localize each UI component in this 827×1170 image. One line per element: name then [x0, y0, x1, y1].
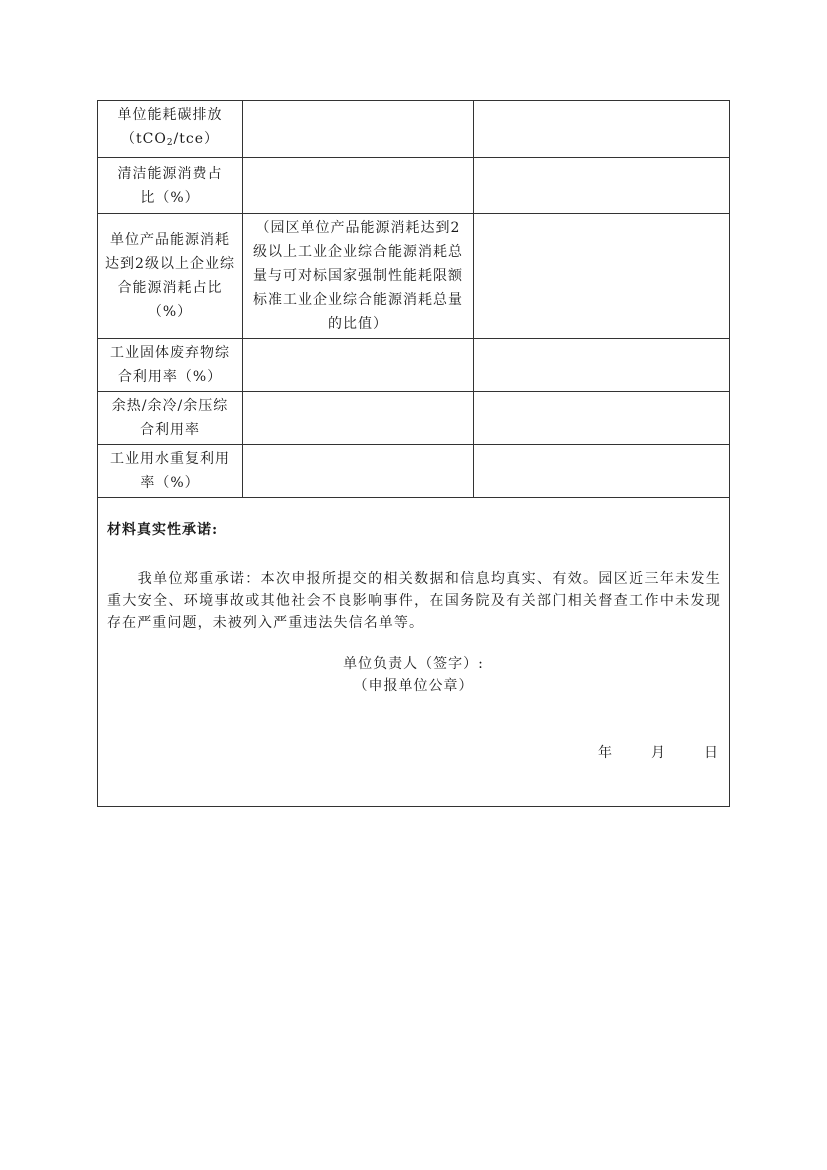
remark-cell[interactable]	[474, 214, 730, 339]
signature-block	[98, 653, 729, 697]
table-row	[98, 392, 730, 445]
date-month: 月	[651, 745, 666, 761]
value-cell[interactable]	[243, 339, 474, 392]
remark-cell[interactable]	[474, 339, 730, 392]
indicator-table	[97, 100, 730, 807]
date-year: 年	[598, 745, 613, 761]
remark-cell[interactable]	[474, 101, 730, 158]
value-cell[interactable]	[243, 392, 474, 445]
signer-label: 单位负责人（签字）:	[343, 656, 484, 672]
row-label-waste-heat: 余热/余冷/余压综合利用率	[98, 392, 243, 445]
label-text: 单位能耗碳排放	[117, 107, 223, 123]
pledge-body: 我单位郑重承诺：本次申报所提交的相关数据和信息均真实、有效。园区近三年未发生重大安全、环境事故或其他社会不良影响事件，在国务院及有关部门相关督查工作中未发现存在严重问题，未被列入严重违法失信名单等。	[107, 571, 721, 631]
label-unit-subscript: 2	[166, 138, 174, 148]
label-unit-tail: /tce）	[173, 131, 220, 147]
row-label-solid-waste: 工业固体废弃物综合利用率（%）	[98, 339, 243, 392]
table-row	[98, 214, 730, 339]
row-label-carbon-intensity	[98, 101, 243, 158]
seal-label: （申报单位公章）	[353, 678, 474, 694]
date-line	[598, 741, 719, 765]
table-row	[98, 445, 730, 498]
value-cell[interactable]	[243, 158, 474, 214]
value-cell[interactable]	[243, 101, 474, 158]
label-unit: （tCO	[120, 131, 167, 147]
row-label-clean-energy: 清洁能源消费占比（%）	[98, 158, 243, 214]
value-cell[interactable]	[243, 445, 474, 498]
date-day: 日	[704, 745, 719, 761]
table-row	[98, 339, 730, 392]
row-note-level2-energy: （园区单位产品能源消耗达到2级以上工业企业综合能源消耗总量与可对标国家强制性能耗限额标准工业企业综合能源消耗总量的比值）	[243, 214, 474, 339]
row-label-level2-energy: 单位产品能源消耗达到2级以上企业综合能源消耗占比（%）	[98, 214, 243, 339]
form-sheet	[97, 100, 729, 807]
remark-cell[interactable]	[474, 392, 730, 445]
pledge-row	[98, 498, 730, 807]
pledge-title: 材料真实性承诺:	[107, 522, 219, 538]
pledge-cell	[98, 498, 730, 807]
table-row	[98, 158, 730, 214]
table-row	[98, 101, 730, 158]
remark-cell[interactable]	[474, 158, 730, 214]
row-label-water-reuse: 工业用水重复利用率（%）	[98, 445, 243, 498]
remark-cell[interactable]	[474, 445, 730, 498]
